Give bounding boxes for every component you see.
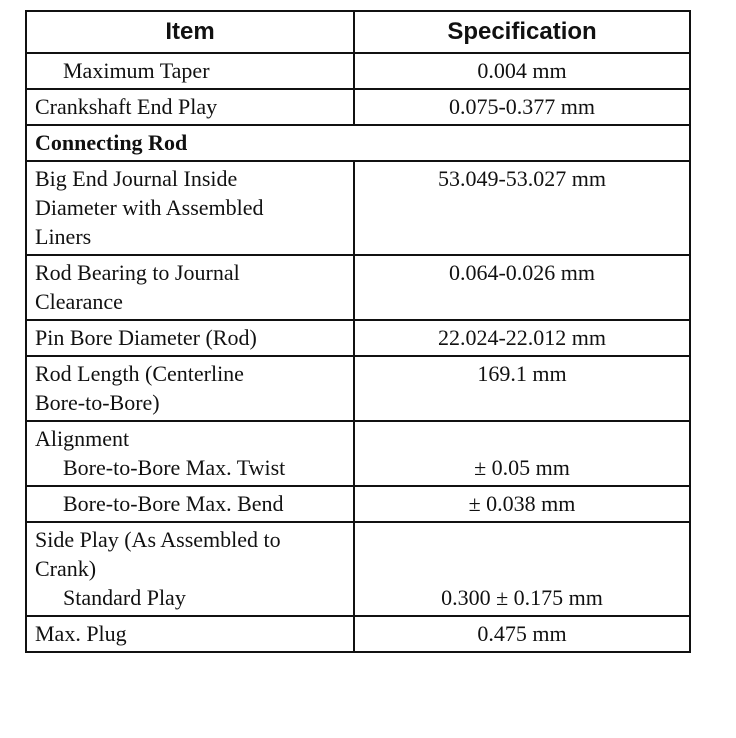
row-spec-max-plug: 0.475 mm (354, 616, 690, 652)
table-row (26, 522, 690, 616)
row-spec-big-end: 53.049-53.027 mm (354, 161, 690, 255)
row-item-bend: Bore-to-Bore Max. Bend (26, 486, 354, 522)
row-spec-maximum-taper: 0.004 mm (354, 53, 690, 89)
item-line: Bore-to-Bore) (35, 390, 160, 415)
row-item-pin-bore: Pin Bore Diameter (Rod) (26, 320, 354, 356)
table-row (26, 161, 690, 255)
table-row (26, 421, 690, 486)
table-row (26, 89, 690, 125)
row-item-big-end (26, 161, 354, 255)
row-spec-rod-bearing: 0.064-0.026 mm (354, 255, 690, 320)
item-line: Big End Journal Inside (35, 166, 238, 191)
row-item-rod-bearing (26, 255, 354, 320)
table-row (26, 53, 690, 89)
row-spec-side-play (354, 522, 690, 616)
table-row (26, 486, 690, 522)
item-line: Crank) (35, 556, 97, 581)
row-item-end-play: Crankshaft End Play (26, 89, 354, 125)
table-row (26, 320, 690, 356)
table-row (26, 255, 690, 320)
row-spec-end-play: 0.075-0.377 mm (354, 89, 690, 125)
section-row (26, 125, 690, 161)
row-item-maximum-taper: Maximum Taper (26, 53, 354, 89)
row-item-rod-length (26, 356, 354, 421)
item-line: Diameter with Assembled (35, 195, 264, 220)
item-column-header: Item (26, 11, 354, 53)
item-line: Side Play (As Assembled to (35, 527, 281, 552)
row-spec-bend: ± 0.038 mm (354, 486, 690, 522)
standard-play-spec: 0.300 ± 0.175 mm (441, 585, 603, 610)
item-standard-play: Standard Play (63, 585, 186, 610)
row-spec-rod-length: 169.1 mm (354, 356, 690, 421)
table-row (26, 356, 690, 421)
table-row (26, 616, 690, 652)
row-item-side-play (26, 522, 354, 616)
item-line: Clearance (35, 289, 123, 314)
item-twist: Bore-to-Bore Max. Twist (63, 455, 286, 480)
section-heading-connecting-rod: Connecting Rod (26, 125, 690, 161)
row-item-max-plug: Max. Plug (26, 616, 354, 652)
twist-spec: ± 0.05 mm (474, 455, 570, 480)
item-line: Rod Bearing to Journal (35, 260, 240, 285)
row-spec-twist (354, 421, 690, 486)
row-spec-pin-bore: 22.024-22.012 mm (354, 320, 690, 356)
specification-column-header: Specification (354, 11, 690, 53)
specification-table (25, 10, 691, 653)
alignment-heading: Alignment (35, 426, 130, 451)
header-row (26, 11, 690, 53)
item-line: Liners (35, 224, 92, 249)
item-line: Rod Length (Centerline (35, 361, 244, 386)
row-item-alignment (26, 421, 354, 486)
